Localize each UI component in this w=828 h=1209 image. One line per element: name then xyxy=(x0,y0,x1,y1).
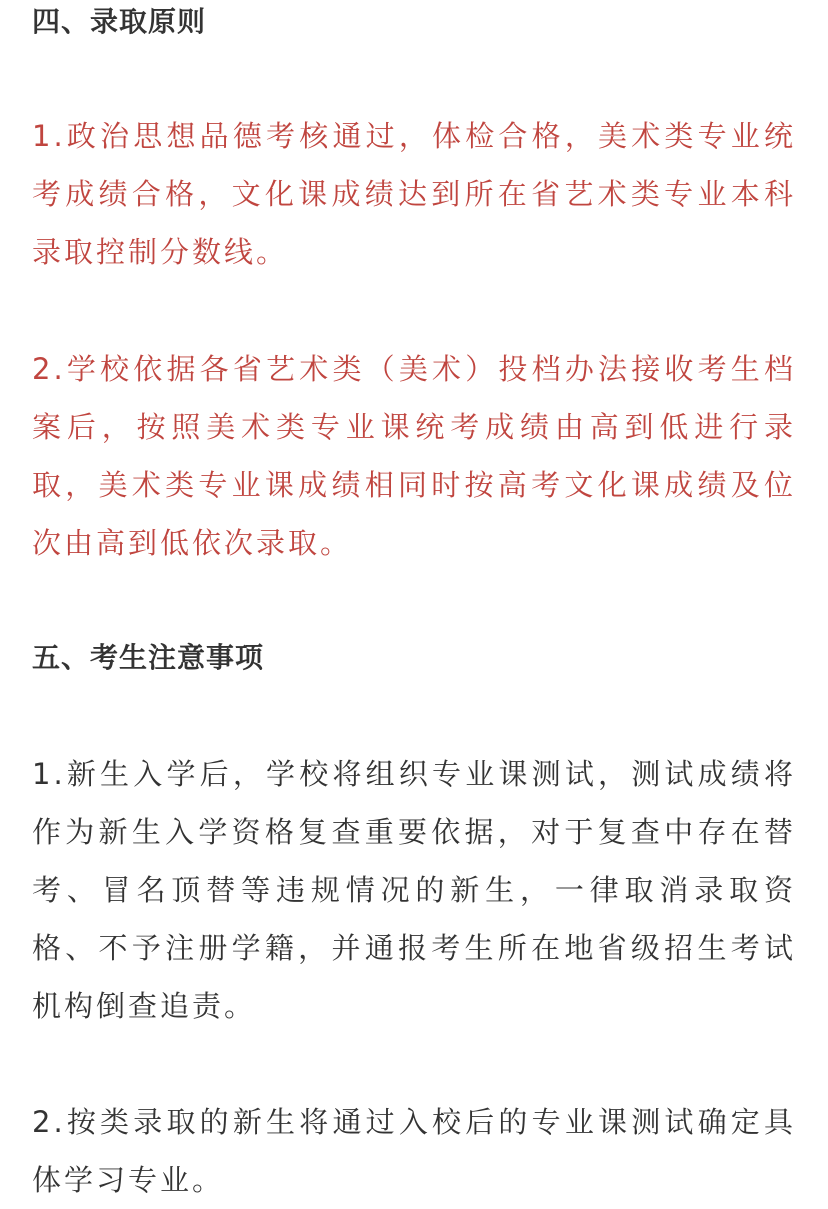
admission-principle-paragraph-2: 2.学校依据各省艺术类（美术）投档办法接收考生档案后，按照美术类专业课统考成绩由高到低进行录取，美术类专业课成绩相同时按高考文化课成绩及位次由高到低依次录取。 xyxy=(32,352,796,560)
section-heading-admission-principles: 四、录取原则 xyxy=(32,5,207,38)
applicant-note-paragraph-2: 2.按类录取的新生将通过入校后的专业课测试确定具体学习专业。 xyxy=(32,1105,796,1197)
section-heading-applicant-notes: 五、考生注意事项 xyxy=(32,641,265,674)
applicant-note-paragraph-1: 1.新生入学后，学校将组织专业课测试，测试成绩将作为新生入学资格复查重要依据，对于复查中存在替考、冒名顶替等违规情况的新生，一律取消录取资格、不予注册学籍，并通报考生所在地省级招生考试机构倒查追责。 xyxy=(32,757,796,1023)
admission-principle-paragraph-1: 1.政治思想品德考核通过，体检合格，美术类专业统考成绩合格，文化课成绩达到所在省艺术类专业本科录取控制分数线。 xyxy=(32,119,796,269)
